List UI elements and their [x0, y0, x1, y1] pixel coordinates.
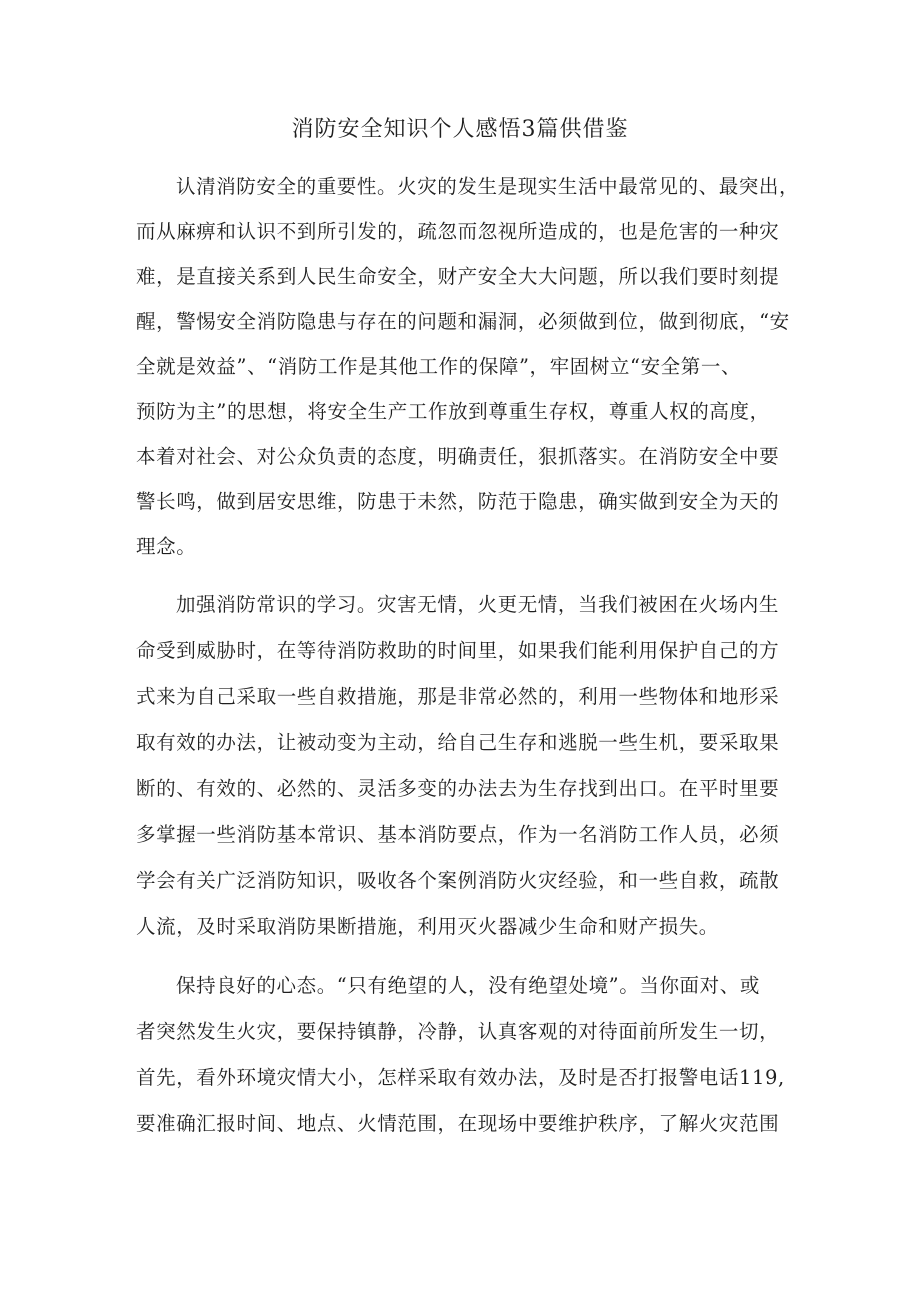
paragraph-1-line-7: 本着对社会、对公众负责的态度，明确责任，狠抓落实。在消防安全中要 — [136, 445, 780, 468]
paragraph-2-line-1: 加强消防常识的学习。灾害无情，火更无情，当我们被困在火场内生 — [176, 593, 780, 616]
paragraph-1-line-3: 难，是直接关系到人民生命安全，财产安全大大问题，所以我们要时刻提 — [136, 265, 780, 288]
paragraph-1-line-1: 认清消防安全的重要性。火灾的发生是现实生活中最常见的、最突出， — [176, 175, 800, 198]
paragraph-1-line-6: 预防为主”的思想，将安全生产工作放到尊重生存权，尊重人权的高度， — [136, 400, 770, 423]
paragraph-2-line-4: 取有效的办法，让被动变为主动，给自己生存和逃脱一些生机，要采取果 — [136, 731, 780, 754]
paragraph-1-line-5: 全就是效益”、“消防工作是其他工作的保障”，牢固树立“安全第一、 — [136, 355, 742, 378]
paragraph-2-line-2: 命受到威胁时，在等待消防救助的时间里，如果我们能利用保护自己的方 — [136, 639, 780, 662]
paragraph-2-line-7: 学会有关广泛消防知识，吸收各个案例消防火灾经验，和一些自救，疏散 — [136, 869, 780, 892]
paragraph-2-line-8: 人流，及时采取消防果断措施，利用灭火器减少生命和财产损失。 — [136, 915, 719, 938]
paragraph-3-line-3: 首先，看外环境灾情大小，怎样采取有效办法，及时是否打报警电话119, — [136, 1066, 785, 1089]
paragraph-2-line-3: 式来为自己采取一些自救措施，那是非常必然的，利用一些物体和地形采 — [136, 685, 780, 708]
paragraph-3-line-2: 者突然发生火灾，要保持镇静，冷静，认真客观的对待面前所发生一切， — [136, 1020, 780, 1043]
paragraph-1-line-9: 理念。 — [136, 535, 197, 558]
paragraph-1-line-8: 警长鸣，做到居安思维，防患于未然，防范于隐患，确实做到安全为天的 — [136, 490, 780, 513]
paragraph-2-line-5: 断的、有效的、必然的、灵活多变的办法去为生存找到出口。在平时里要 — [136, 777, 780, 800]
paragraph-3-line-1: 保持良好的心态。“只有绝望的人，没有绝望处境”。当你面对、或 — [176, 974, 760, 997]
document-title: 消防安全知识个人感悟3篇供借鉴 — [291, 117, 629, 142]
paragraph-3-line-4: 要准确汇报时间、地点、火情范围，在现场中要维护秩序，了解火灾范围 — [136, 1112, 780, 1135]
paragraph-1-line-4: 醒，警惕安全消防隐患与存在的问题和漏洞，必须做到位，做到彻底，“安 — [136, 310, 790, 333]
paragraph-2-line-6: 多掌握一些消防基本常识、基本消防要点，作为一名消防工作人员，必须 — [136, 823, 780, 846]
paragraph-1-line-2: 而从麻痹和认识不到所引发的，疏忽而忽视所造成的，也是危害的一种灾 — [136, 220, 780, 243]
